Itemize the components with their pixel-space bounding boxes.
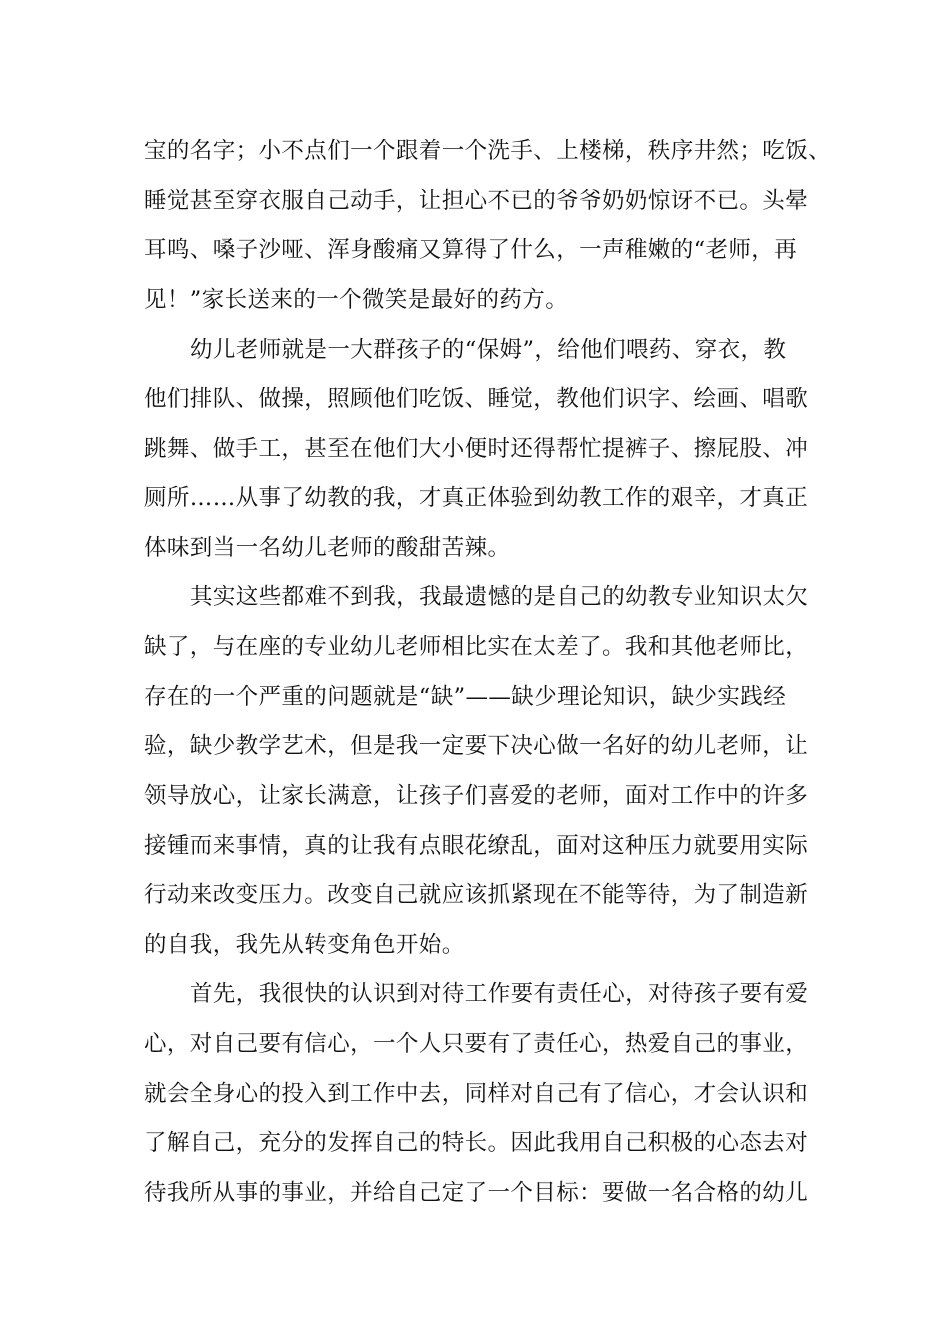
text-line-15: 接锺而来事情，真的让我有点眼花缭乱，面对这种压力就要用实际 [144, 833, 809, 859]
text-line-13: 验，缺少教学艺术，但是我一定要下决心做一名好的幼儿老师，让 [144, 733, 809, 759]
text-line-22: 待我所从事的事业，并给自己定了一个目标：要做一名合格的幼儿 [144, 1180, 809, 1206]
text-line-2: 睡觉甚至穿衣服自己动手，让担心不已的爷爷奶奶惊讶不已。头晕 [144, 188, 809, 214]
text-line-3: 耳鸣、嗓子沙哑、浑身酸痛又算得了什么，一声稚嫩的“老师，再 [144, 237, 798, 263]
paragraph-start-line: 幼儿老师就是一大群孩子的“保姆”，给他们喂药、穿衣，教 [190, 337, 787, 363]
text-line-7: 跳舞、做手工，甚至在他们大小便时还得帮忙提裤子、擦屁股、冲 [144, 436, 809, 462]
text-line-9: 体味到当一名幼儿老师的酸甜苦辣。 [144, 535, 511, 561]
text-line-11: 缺了，与在座的专业幼儿老师相比实在太差了。我和其他老师比， [144, 634, 809, 660]
text-line-20: 就会全身心的投入到工作中去，同样对自己有了信心，才会认识和 [144, 1081, 809, 1107]
paragraph-start-line: 首先，我很快的认识到对待工作要有责任心，对待孩子要有爱 [190, 981, 809, 1007]
text-line-12: 存在的一个严重的问题就是“缺”——缺少理论知识，缺少实践经 [144, 684, 787, 710]
text-line-17: 的自我，我先从转变角色开始。 [144, 932, 465, 958]
text-line-21: 了解自己，充分的发挥自己的特长。因此我用自己积极的心态去对 [144, 1130, 809, 1156]
text-line-8: 厕所……从事了幼教的我，才真正体验到幼教工作的艰辛，才真正 [144, 485, 809, 511]
text-line-16: 行动来改变压力。改变自己就应该抓紧现在不能等待，为了制造新 [144, 882, 809, 908]
text-line-1: 宝的名字；小不点们一个跟着一个洗手、上楼梯，秩序井然；吃饭、 [144, 138, 832, 164]
text-line-19: 心，对自己要有信心，一个人只要有了责任心，热爱自己的事业， [144, 1031, 809, 1057]
text-line-14: 领导放心，让家长满意，让孩子们喜爱的老师，面对工作中的许多 [144, 783, 809, 809]
paragraph-start-line: 其实这些都难不到我，我最遗憾的是自己的幼教专业知识太欠 [190, 584, 809, 610]
text-line-4: 见！”家长送来的一个微笑是最好的药方。 [144, 287, 569, 313]
text-line-6: 他们排队、做操，照顾他们吃饭、睡觉，教他们识字、绘画、唱歌 [144, 386, 809, 412]
